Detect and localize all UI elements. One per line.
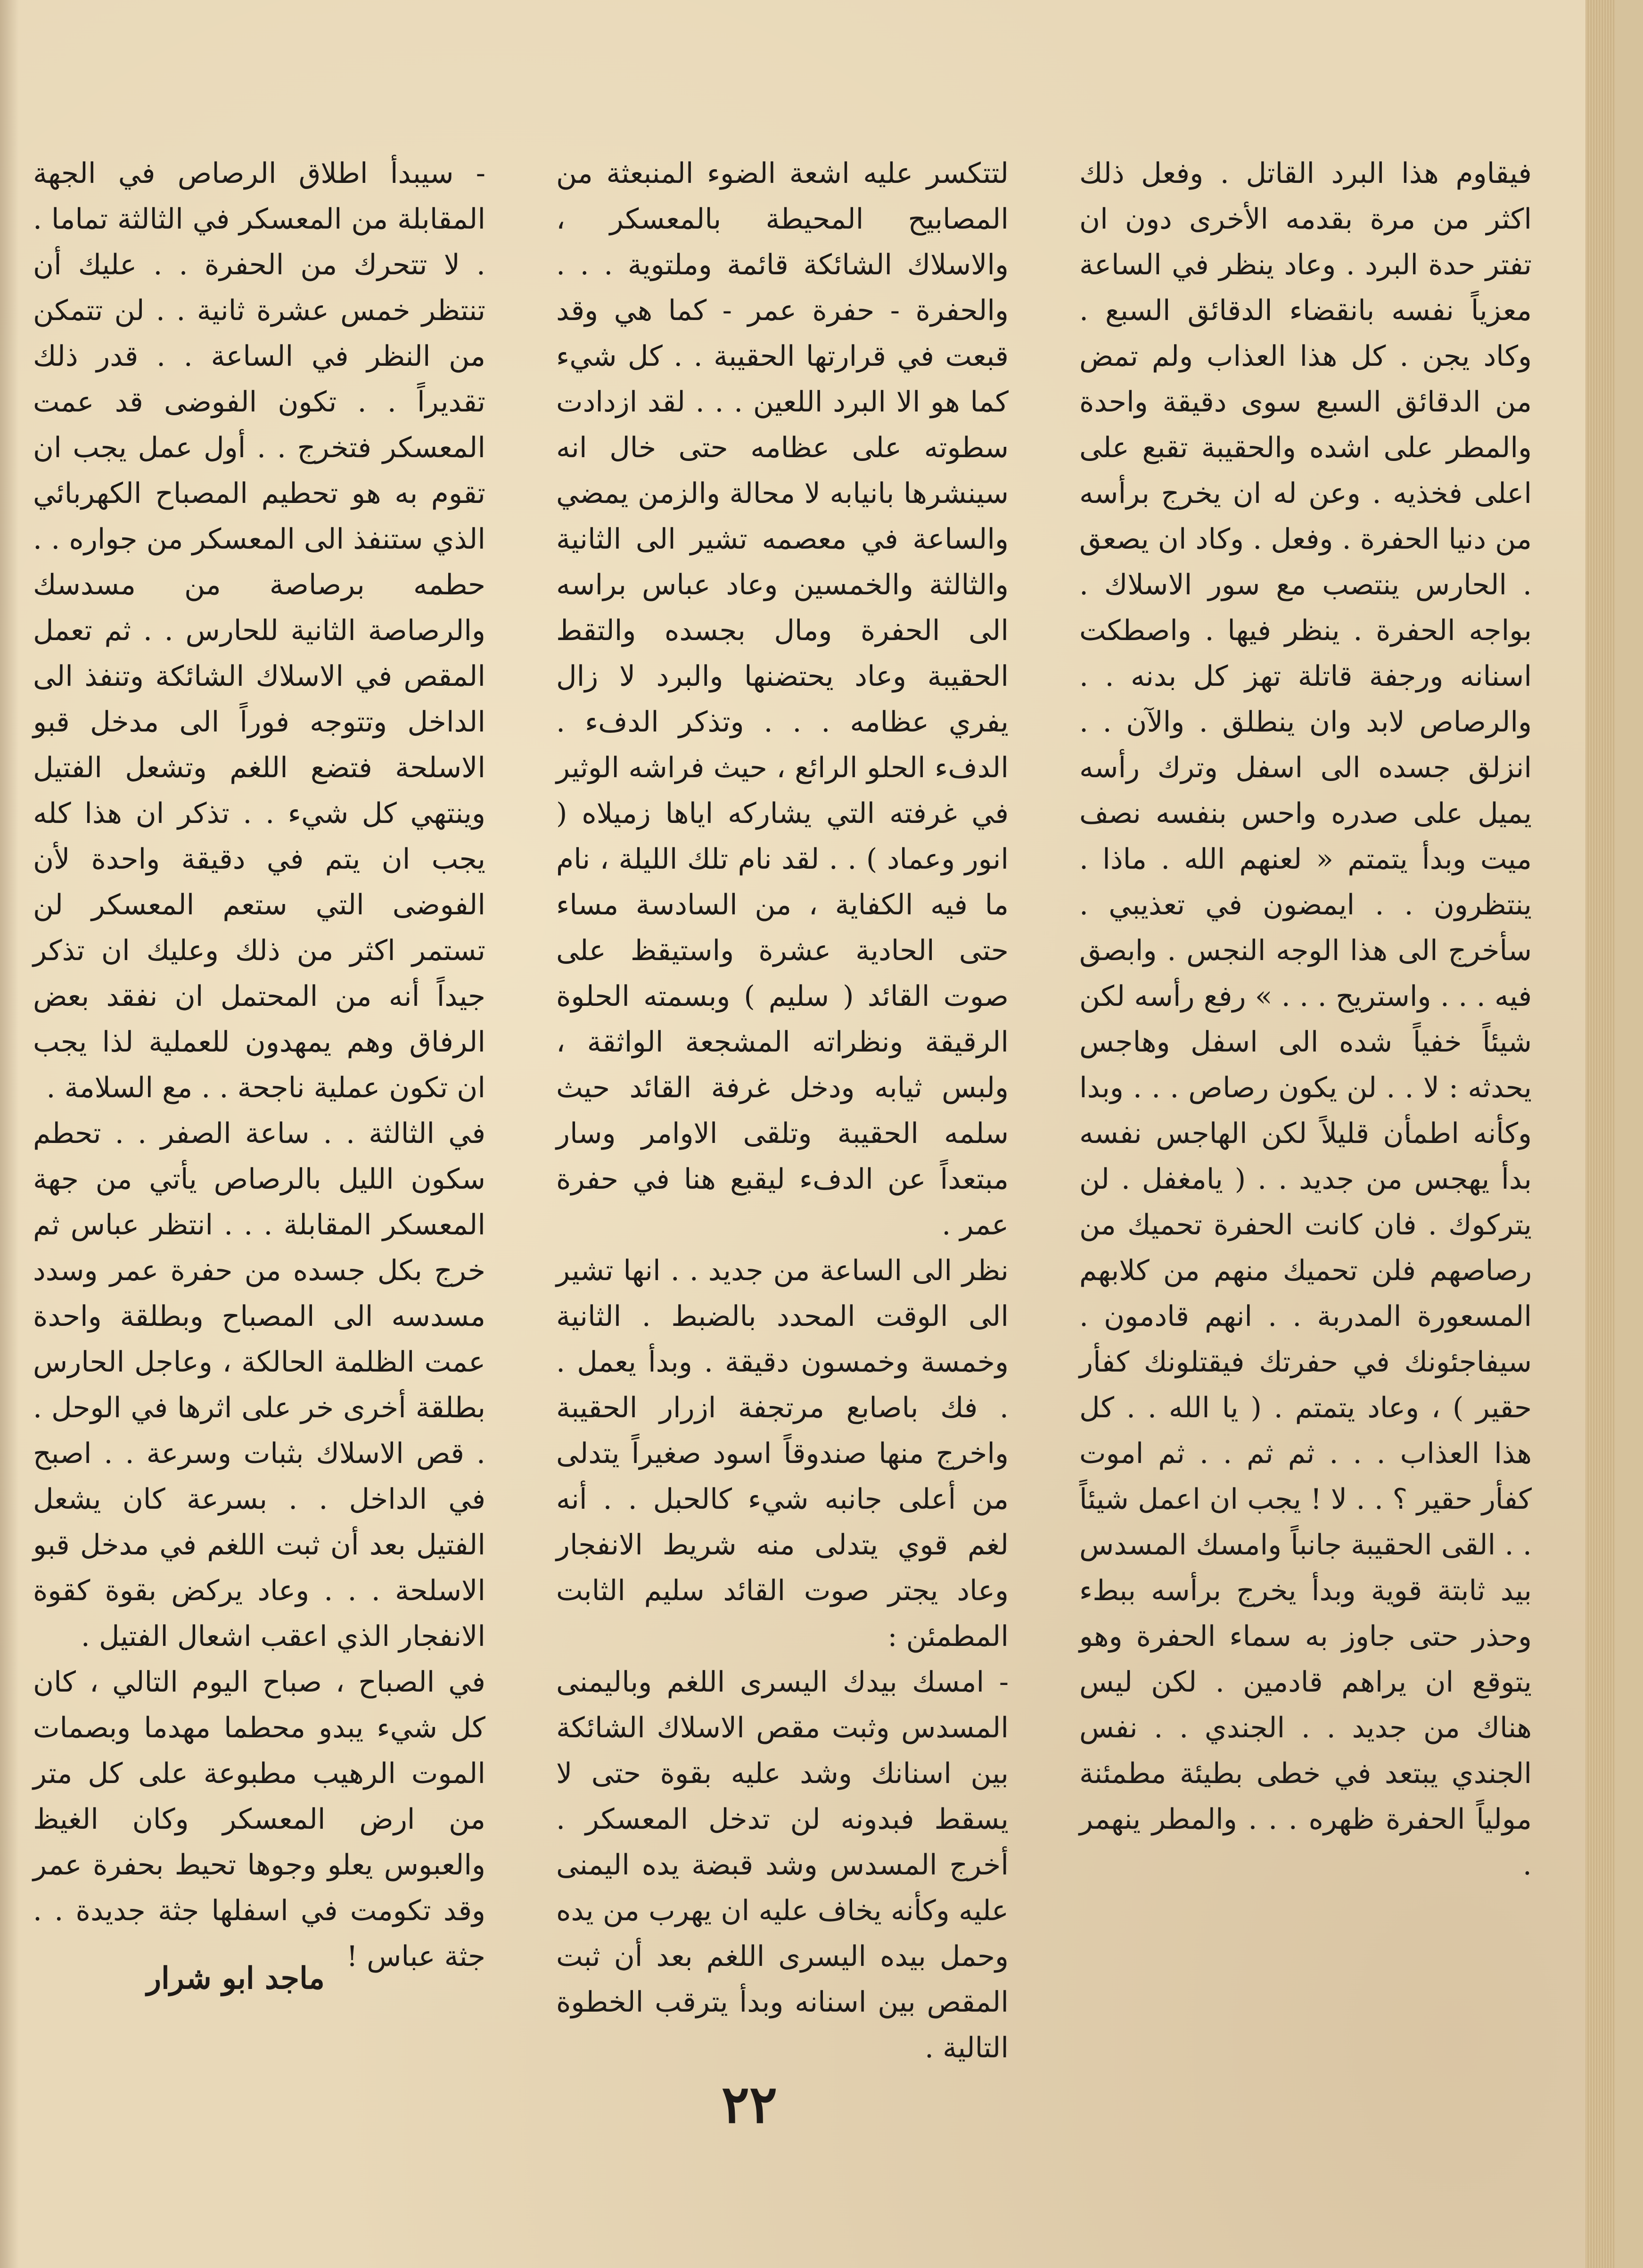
column-left-paragraph: في الصباح ، صباح اليوم التالي ، كان كل شيء يبدو محطما مهدما وبصمات الموت الرهيب مطبوعة على كل متر من ارض المعسكر وكان الغيظ والعبوس يعلو وجوها تحيط بحفرة عمر وقد تكومت في اسفلها جثة جديدة . . جثة عباس ! — [33, 1666, 485, 1973]
spine-shadow — [0, 0, 19, 2268]
text-columns — [33, 151, 1532, 2064]
column-right — [1079, 151, 1532, 1998]
column-left-paragraph: في الثالثة . . ساعة الصفر . . تحطم سكون الليل بالرصاص يأتي من جهة المعسكر المقابلة . . . انتظر عباس ثم خرج بكل جسده من حفرة عمر وسدد مسدسه الى المصباح وبطلقة واحدة عمت الظلمة الحالكة ، وعاجل الحارس بطلقة أخرى خر على اثرها في الوحل . . قص الاسلاك بثبات وسرعة . . اصبح في الداخل . . بسرعة كان يشعل الفتيل بعد أن ثبت اللغم في مدخل قبو الاسلحة . . . وعاد يركض بقوة كقوة الانفجار الذي اعقب اشعال الفتيل . — [33, 1117, 485, 1653]
author-signature: ماجد ابو شرار — [147, 1961, 325, 1996]
column-left-paragraph: - سيبدأ اطلاق الرصاص في الجهة المقابلة من المعسكر في الثالثة تماما . . لا تتحرك من الحفرة . . عليك أن تنتظر خمس عشرة ثانية . . لن تتمكن من النظر في الساعة . . قدر ذلك تقديراً . . تكون الفوضى قد عمت المعسكر فتخرج . . أول عمل يجب ان تقوم به هو تحطيم المصباح الكهربائي الذي ستنفذ الى المعسكر من جواره . . حطمه برصاصة من مسدسك والرصاصة الثانية للحارس . . ثم تعمل المقص في الاسلاك الشائكة وتنفذ الى الداخل وتتوجه فوراً الى مدخل قبو الاسلحة فتضع اللغم وتشعل الفتيل وينتهي كل شيء . . تذكر ان هذا كله يجب ان يتم في دقيقة واحدة لأن الفوضى التي ستعم المعسكر لن تستمر اكثر من ذلك وعليك ان تذكر جيداً أنه من المحتمل ان نفقد بعض الرفاق وهم يمهدون للعملية لذا يجب ان تكون عملية ناجحة . . مع السلامة . — [33, 157, 485, 1104]
page-edge-strip — [1585, 0, 1615, 2268]
column-middle — [556, 151, 1009, 2064]
column-right-paragraph: فيقاوم هذا البرد القاتل . وفعل ذلك اكثر من مرة بقدمه الأخرى دون ان تفتر حدة البرد . وعاد ينظر في الساعة معزياً نفسه بانقضاء الدقائق السبع . وكاد يجن . كل هذا العذاب ولم تمض من الدقائق السبع سوى دقيقة واحدة والمطر على اشده والحقيبة تقبع على اعلى فخذيه . وعن له ان يخرج برأسه من دنيا الحفرة . وفعل . وكاد ان يصعق . الحارس ينتصب مع سور الاسلاك . بواجه الحفرة . ينظر فيها . واصطكت اسنانه ورجفة قاتلة تهز كل بدنه . . والرصاص لابد وان ينطلق . والآن . . انزلق جسده الى اسفل وترك رأسه يميل على صدره واحس بنفسه نصف ميت وبدأ يتمتم « لعنهم الله . ماذا . ينتظرون . . ايمضون في تعذيبي . سأخرج الى هذا الوجه النجس . وابصق فيه . . . واستريح . . . » رفع رأسه لكن شيئاً خفياً شده الى اسفل وهاجس يحدثه : لا . . لن يكون رصاص . . . وبدا وكأنه اطمأن قليلاً لكن الهاجس نفسه بدأ يهجس من جديد . . ( يامغفل . لن يتركوك . فان كانت الحفرة تحميك من رصاصهم فلن تحميك منهم من كلابهم المسعورة المدربة . . انهم قادمون . سيفاجئونك في حفرتك فيقتلونك كفأر حقير ) ، وعاد يتمتم . ( يا الله . . كل هذا العذاب . . . ثم ثم . . ثم اموت كفأر حقير ؟ . . لا ! يجب ان اعمل شيئاً . . القى الحقيبة جانباً وامسك المسدس بيد ثابتة قوية وبدأ يخرج برأسه ببطء وحذر حتى جاوز به سماء الحفرة وهو يتوقع ان يراهم قادمين . لكن ليس هناك من جديد . . الجندي . . نفس الجندي يبتعد في خطى بطيئة مطمئنة مولياً الحفرة ظهره . . . والمطر ينهمر . — [1079, 157, 1532, 1882]
column-middle-paragraph: - امسك بيدك اليسرى اللغم وباليمنى المسدس وثبت مقص الاسلاك الشائكة بين اسنانك وشد عليه بقوة حتى لا يسقط فبدونه لن تدخل المعسكر . أخرج المسدس وشد قبضة يده اليمنى عليه وكأنه يخاف عليه ان يهرب من يده وحمل بيده اليسرى اللغم بعد أن ثبت المقص بين اسنانه وبدأ يترقب الخطوة التالية . — [556, 1666, 1009, 2064]
column-middle-paragraph: نظر الى الساعة من جديد . . انها تشير الى الوقت المحدد بالضبط . الثانية وخمسة وخمسون دقيقة . وبدأ يعمل . . فك باصابع مرتجفة ازرار الحقيبة واخرج منها صندوقاً اسود صغيراً يتدلى من أعلى جانبه شيء كالحبل . . أنه لغم قوي يتدلى منه شريط الانفجار وعاد يجتر صوت القائد سليم الثابت المطمئن : — [556, 1254, 1009, 1653]
column-left — [33, 151, 485, 1998]
page-number: ٢٢ — [721, 2074, 778, 2135]
column-middle-paragraph: لتتكسر عليه اشعة الضوء المنبعثة من المصابيح المحيطة بالمعسكر ، والاسلاك الشائكة قائمة وملتوية . . . والحفرة - حفرة عمر - كما هي وقد قبعت في قرارتها الحقيبة . . كل شيء كما هو الا البرد اللعين . . . لقد ازدادت سطوته على عظامه حتى خال انه سينشرها بانيابه لا محالة والزمن يمضي والساعة في معصمه تشير الى الثانية والثالثة والخمسين وعاد عباس براسه الى الحفرة ومال بجسده والتقط الحقيبة وعاد يحتضنها والبرد لا زال يفري عظامه . . . وتذكر الدفء . الدفء الحلو الرائع ، حيث فراشه الوثير في غرفته التي يشاركه اياها زميلاه ( انور وعماد ) . . لقد نام تلك الليلة ، نام ما فيه الكفاية ، من السادسة مساء حتى الحادية عشرة واستيقظ على صوت القائد ( سليم ) وبسمته الحلوة الرقيقة ونظراته المشجعة الواثقة ، ولبس ثيابه ودخل غرفة القائد حيث سلمه الحقيبة وتلقى الاوامر وسار مبتعداً عن الدفء ليقبع هنا في حفرة عمر . — [556, 157, 1009, 1241]
